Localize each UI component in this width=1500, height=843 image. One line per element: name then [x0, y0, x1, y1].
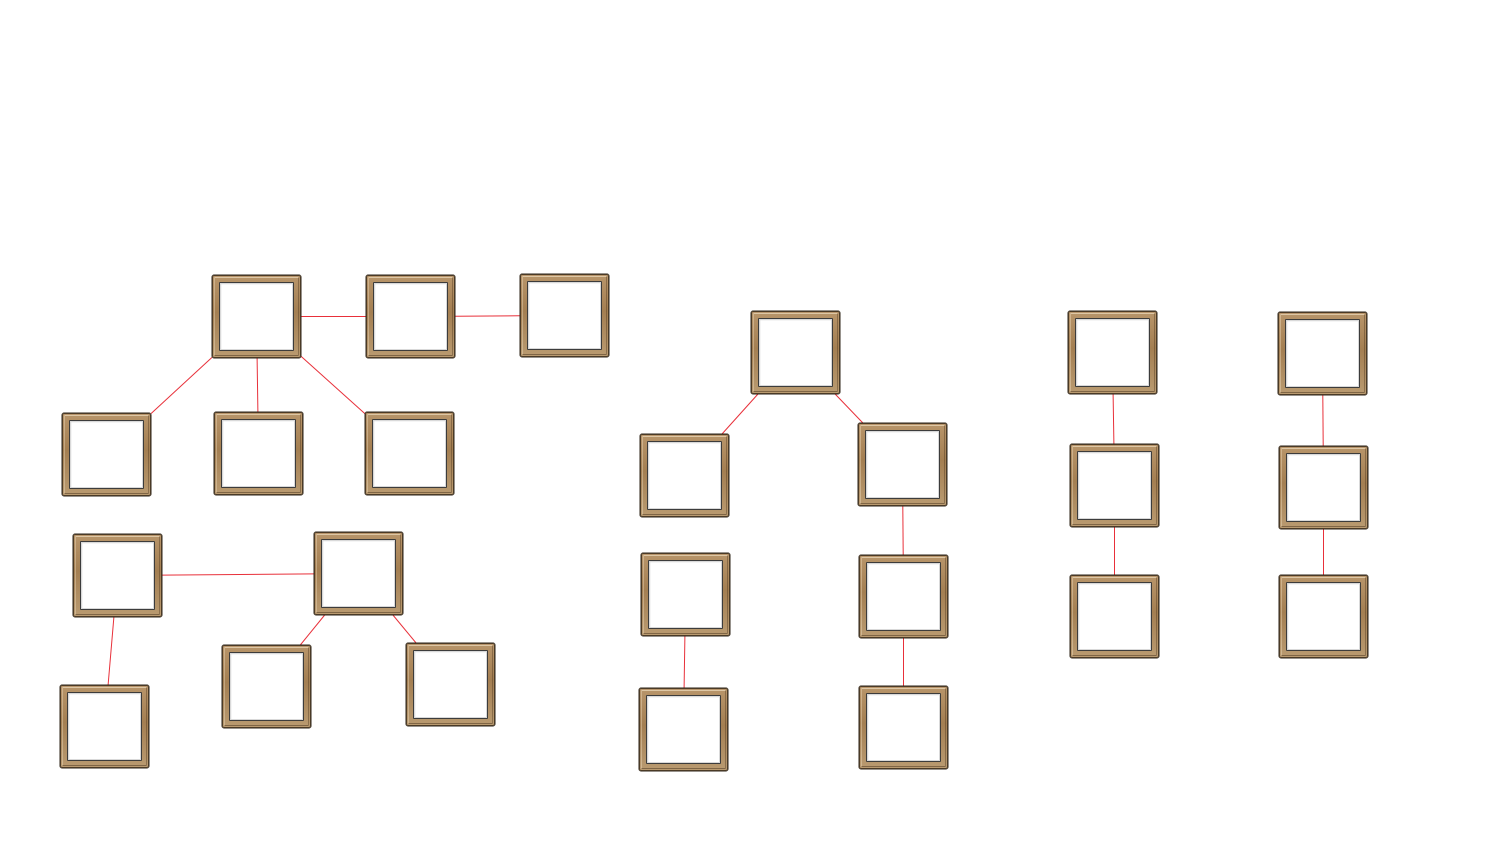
frame-pane	[1077, 451, 1152, 520]
frame-pane	[69, 420, 144, 489]
frame-pane	[758, 318, 833, 387]
frame-c-right[interactable]	[858, 423, 947, 506]
frame-pane	[80, 541, 155, 610]
frame-d-2[interactable]	[1070, 444, 1159, 527]
frame-c-left-2[interactable]	[641, 553, 730, 636]
frame-pane	[1075, 318, 1150, 387]
connector-c-root-c-right	[835, 394, 863, 423]
frame-b-right[interactable]	[314, 532, 403, 615]
frame-a-top-3[interactable]	[520, 274, 609, 357]
frame-c-left-3[interactable]	[639, 688, 728, 771]
frame-pane	[219, 282, 294, 351]
connector-a-top-1-a-row-3	[301, 356, 365, 413]
frame-b-right-child-2[interactable]	[406, 643, 495, 726]
frame-pane	[1285, 319, 1360, 388]
frame-e-1[interactable]	[1278, 312, 1367, 395]
frame-pane	[1286, 582, 1361, 651]
frame-pane	[866, 693, 941, 762]
frame-b-right-child-1[interactable]	[222, 645, 311, 728]
connector-b-left-b-right	[162, 574, 314, 575]
frame-b-left-child[interactable]	[60, 685, 149, 768]
frame-pane	[67, 692, 142, 761]
frame-c-right-3[interactable]	[859, 686, 948, 769]
frame-a-row-2[interactable]	[214, 412, 303, 495]
connector-c-left-2-c-left-3	[684, 636, 685, 688]
connector-b-left-b-left-child	[108, 617, 114, 685]
frame-pane	[372, 419, 447, 488]
frame-pane	[1286, 453, 1361, 522]
frame-a-top-1[interactable]	[212, 275, 301, 358]
frame-d-3[interactable]	[1070, 575, 1159, 658]
frame-a-row-1[interactable]	[62, 413, 151, 496]
frame-pane	[647, 441, 722, 510]
frame-pane	[866, 562, 941, 631]
frame-c-right-2[interactable]	[859, 555, 948, 638]
frame-a-top-2[interactable]	[366, 275, 455, 358]
connector-a-top-1-a-row-1	[151, 357, 212, 413]
frame-d-1[interactable]	[1068, 311, 1157, 394]
connector-c-root-c-left	[722, 394, 758, 434]
frame-e-2[interactable]	[1279, 446, 1368, 529]
connector-d-1-d-2	[1113, 394, 1114, 444]
frame-b-left[interactable]	[73, 534, 162, 617]
frame-pane	[1077, 582, 1152, 651]
frame-pane	[646, 695, 721, 764]
frame-pane	[321, 539, 396, 608]
frame-a-row-3[interactable]	[365, 412, 454, 495]
frame-c-left[interactable]	[640, 434, 729, 517]
connector-a-top-1-a-row-2	[257, 358, 258, 412]
frame-pane	[865, 430, 940, 499]
connector-b-right-b-right-child-1	[300, 615, 324, 645]
frame-c-root[interactable]	[751, 311, 840, 394]
frame-pane	[527, 281, 602, 350]
frame-pane	[221, 419, 296, 488]
frame-pane	[648, 560, 723, 629]
connector-b-right-b-right-child-2	[393, 615, 416, 643]
frame-pane	[373, 282, 448, 351]
frame-e-3[interactable]	[1279, 575, 1368, 658]
frame-pane	[413, 650, 488, 719]
frame-pane	[229, 652, 304, 721]
